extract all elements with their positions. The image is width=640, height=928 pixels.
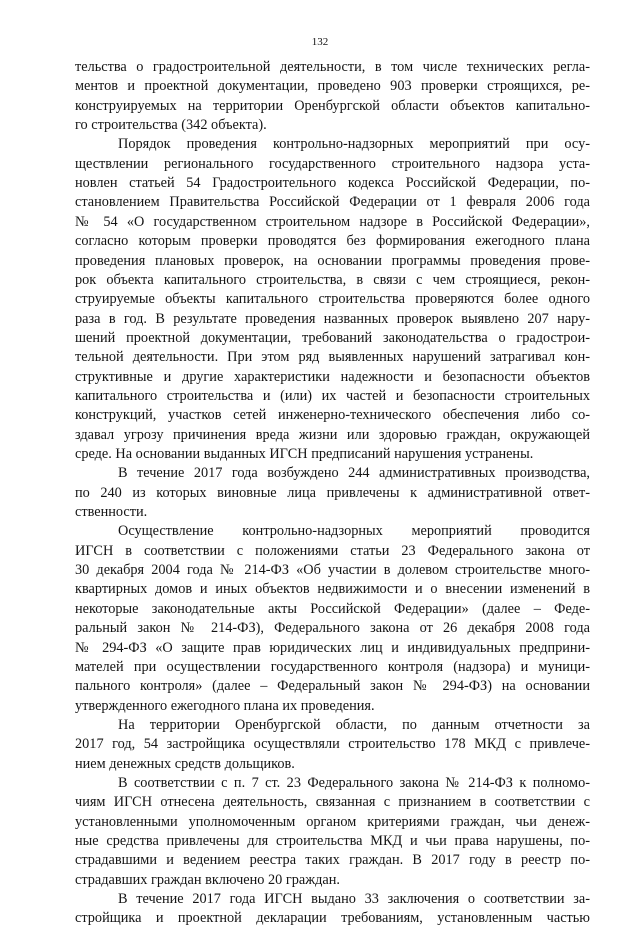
text-line: мателей при осуществлении государственного контроля (надзора) и муници- [75, 659, 590, 675]
page-number: 132 [311, 36, 329, 48]
text-line: ральный закон № 214-ФЗ), Федерального закона от 26 декабря 2008 года [75, 620, 590, 636]
text-line: по 240 из которых виновные лица привлечены к административной ответ- [75, 485, 590, 501]
text-line: На территории Оренбургской области, по данным отчетности за [118, 717, 590, 733]
text-line: шений проектной документации, требований законодательства о градострои- [75, 330, 590, 346]
text-line: согласно которым проверки проводятся без формирования ежегодного плана [75, 233, 590, 249]
text-line: капитального строительства и (или) их частей и безопасности строительных [75, 388, 590, 404]
text-line: го строительства (342 объекта). [75, 117, 267, 133]
text-line: здавал угрозу причинения вреда жизни или здоровью граждан, окружающей [75, 427, 590, 443]
text-line: нием денежных средств дольщиков. [75, 756, 295, 772]
text-line: среде. На основании выданных ИГСН предписаний нарушения устранены. [75, 446, 534, 462]
text-line: № 294-ФЗ «О защите прав юридических лиц и индивидуальных предприни- [75, 640, 590, 656]
text-line: страдавших граждан включено 20 граждан. [75, 872, 340, 888]
text-line: В соответствии с п. 7 ст. 23 Федерального закона № 214-ФЗ к полномо- [118, 775, 590, 791]
text-line: страдавшими и ведением реестра таких граждан. В 2017 году в реестр по- [75, 852, 590, 868]
text-line: В течение 2017 года возбуждено 244 административных производства, [118, 465, 590, 481]
text-line: 30 декабря 2004 года № 214-ФЗ «Об участии в долевом строительстве много- [75, 562, 590, 578]
text-line: рок объекта капитального строительства, в связи с чем строящиеся, рекон- [75, 272, 590, 288]
text-line: ственности. [75, 504, 148, 520]
text-line: раза в год. В результате проведения названных проверок выявлено 207 нару- [75, 311, 590, 327]
text-line: проведения плановых проверок, на основании программы проведения прове- [75, 253, 590, 269]
text-line: структивные и другие характеристики надежности и безопасности объектов [75, 369, 590, 385]
text-line: Порядок проведения контрольно-надзорных мероприятий при осу- [118, 136, 590, 152]
text-line: ИГСН в соответствии с положениями статьи 23 Федерального закона от [75, 543, 590, 559]
text-line: утвержденного ежегодного плана их проведения. [75, 698, 375, 714]
text-line: 2017 год, 54 застройщика осуществляли строительство 178 МКД с привлече- [75, 736, 590, 752]
text-line: стройщика и проектной декларации требованиям, установленным частью [75, 910, 590, 926]
text-line: квартирных домов и иных объектов недвижимости и о внесении изменений в [75, 581, 590, 597]
text-line: тельства о градостроительной деятельности, в том числе технических регла- [75, 59, 590, 75]
text-line: тельной деятельности. При этом ряд выявленных нарушений затрагивал кон- [75, 349, 590, 365]
text-line: установленными уполномоченным органом критериями граждан, чьи денеж- [75, 814, 590, 830]
text-line: становлением Правительства Российской Федерации от 1 февраля 2006 года [75, 194, 590, 210]
text-line: некоторые законодательные акты Российской Федерации» (далее – Феде- [75, 601, 590, 617]
text-line: чиям ИГСН отнесена деятельность, связанная с признанием в соответствии с [75, 794, 590, 810]
text-line: ные средства привлечены для строительства МКД и чьи права нарушены, по- [75, 833, 590, 849]
text-line: конструируемых на территории Оренбургской области объектов капитально- [75, 98, 590, 114]
text-line: конструкций, участков сетей инженерно-технического обеспечения либо со- [75, 407, 590, 423]
text-line: струируемые объекты капитального строительства проверяются более одного [75, 291, 590, 307]
text-line: В течение 2017 года ИГСН выдано 33 заключения о соответствии за- [118, 891, 590, 907]
text-line: пального контроля» (далее – Федеральный закон № 294-ФЗ) на основании [75, 678, 590, 694]
text-line: ментов и проектной документации, проведено 903 проверки строящихся, ре- [75, 78, 590, 94]
text-line: новлен статьей 54 Градостроительного кодекса Российской Федерации, по- [75, 175, 590, 191]
text-line: № 54 «О государственном строительном надзоре в Российской Федерации», [75, 214, 590, 230]
text-line: Осуществление контрольно-надзорных мероприятий проводится [118, 523, 590, 539]
text-line: ществлении регионального государственного строительного надзора уста- [75, 156, 590, 172]
